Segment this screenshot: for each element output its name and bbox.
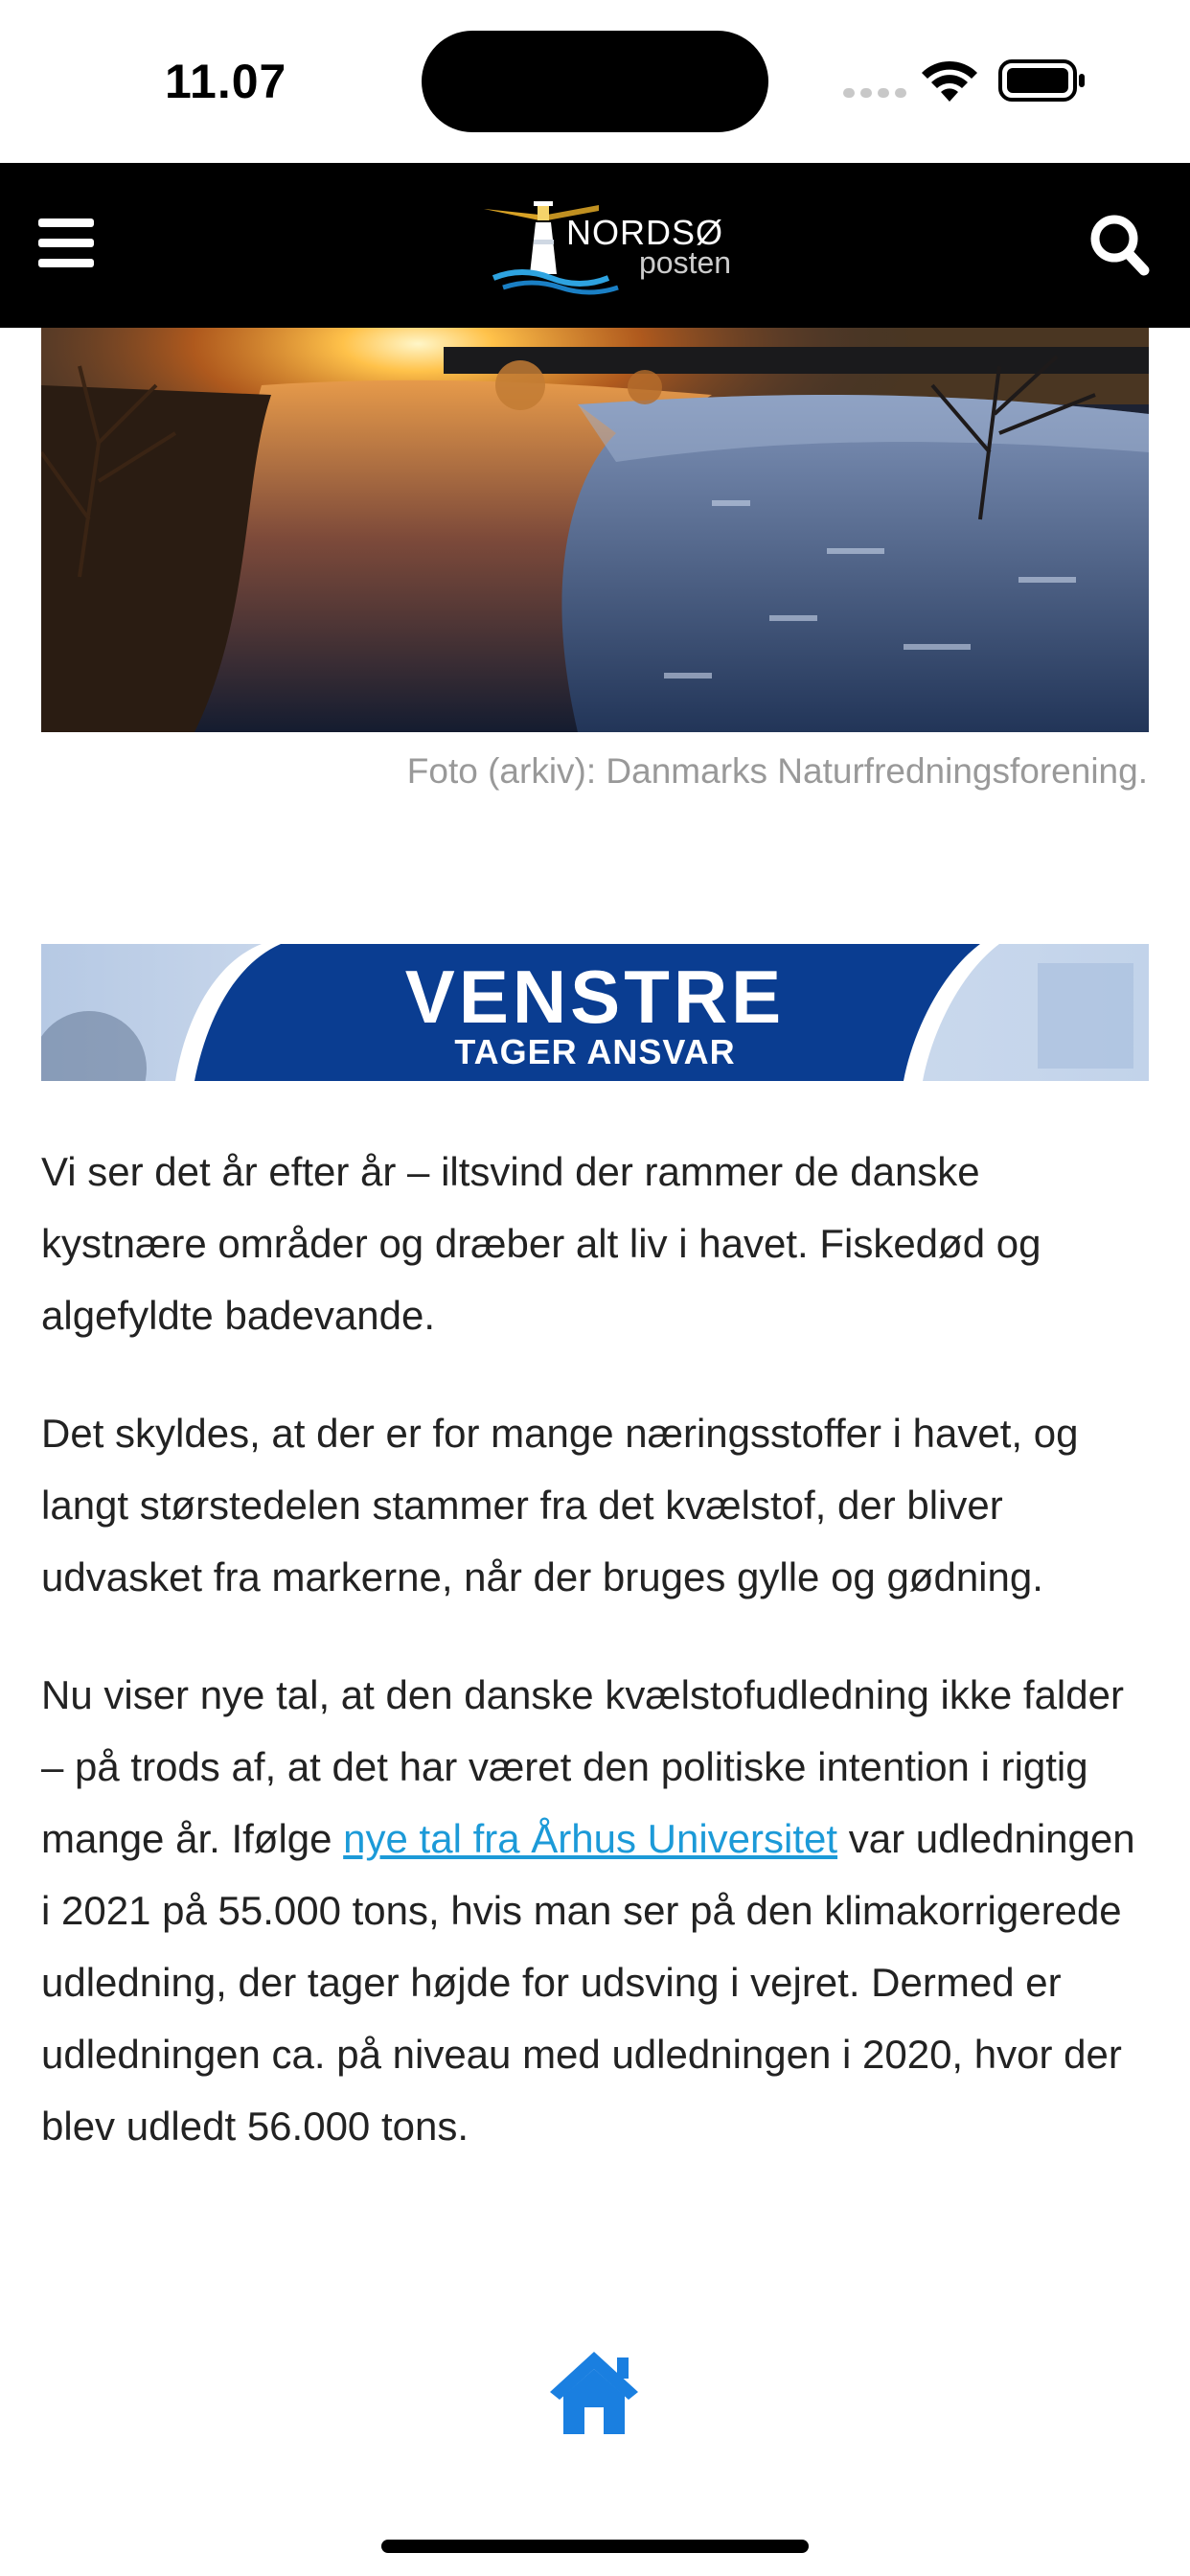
ad-banner[interactable] <box>41 944 1149 1081</box>
cellular-signal-icon <box>843 88 906 98</box>
home-indicator <box>381 2540 809 2553</box>
article-paragraph-1: Vi ser det år efter år – iltsvind der rammer de danske kystnære områder og dræber alt liv i havet. Fiskedød og algefyldte badevande. <box>41 1149 1041 1338</box>
aarhus-university-link[interactable]: nye tal fra Århus Universitet <box>343 1816 838 1861</box>
logo-subtitle: posten <box>639 245 732 280</box>
site-logo[interactable] <box>484 192 732 299</box>
paragraph-3-text-after: var udledningen i 2021 på 55.000 tons, hvis man ser på den klimakorrigerede udledning, der tager højde for udsving i vejret. Dermed er udledningen ca. på niveau med udledningen i 2020, hvor der blev udledt 56.000 tons. <box>41 1816 1135 2149</box>
battery-icon <box>998 59 1087 102</box>
paragraph-3-text-before: Nu viser nye tal, at den danske kvælstofudledning ikke falder – på trods af, at det har været den politiske intention i rigtig mange år. Ifølge <box>41 1672 1124 1861</box>
status-bar <box>0 0 1190 163</box>
status-time: 11.07 <box>165 55 287 108</box>
search-icon[interactable] <box>1088 213 1150 276</box>
article-paragraph-3 <box>41 1659 1153 2162</box>
ad-subtitle: TAGER ANSVAR <box>454 1032 736 1071</box>
hero-photo <box>41 328 1149 732</box>
photo-caption: Foto (arkiv): Danmarks Naturfredningsforening. <box>406 751 1148 791</box>
site-header <box>0 163 1190 328</box>
logo-wordmark: NORDSØ <box>566 213 724 252</box>
article-paragraph-2: Det skyldes, at der er for mange næringsstoffer i havet, og langt størstedelen stammer fra det kvælstof, der bliver udvasket fra markerne, når der bruges gylle og gødning. <box>41 1411 1079 1599</box>
wifi-icon <box>920 59 979 104</box>
ad-title: VENSTRE <box>404 954 786 1039</box>
article-body <box>41 1136 1153 2208</box>
dynamic-island <box>422 31 768 132</box>
home-icon[interactable] <box>546 2348 642 2436</box>
hamburger-menu-icon[interactable] <box>38 218 96 268</box>
